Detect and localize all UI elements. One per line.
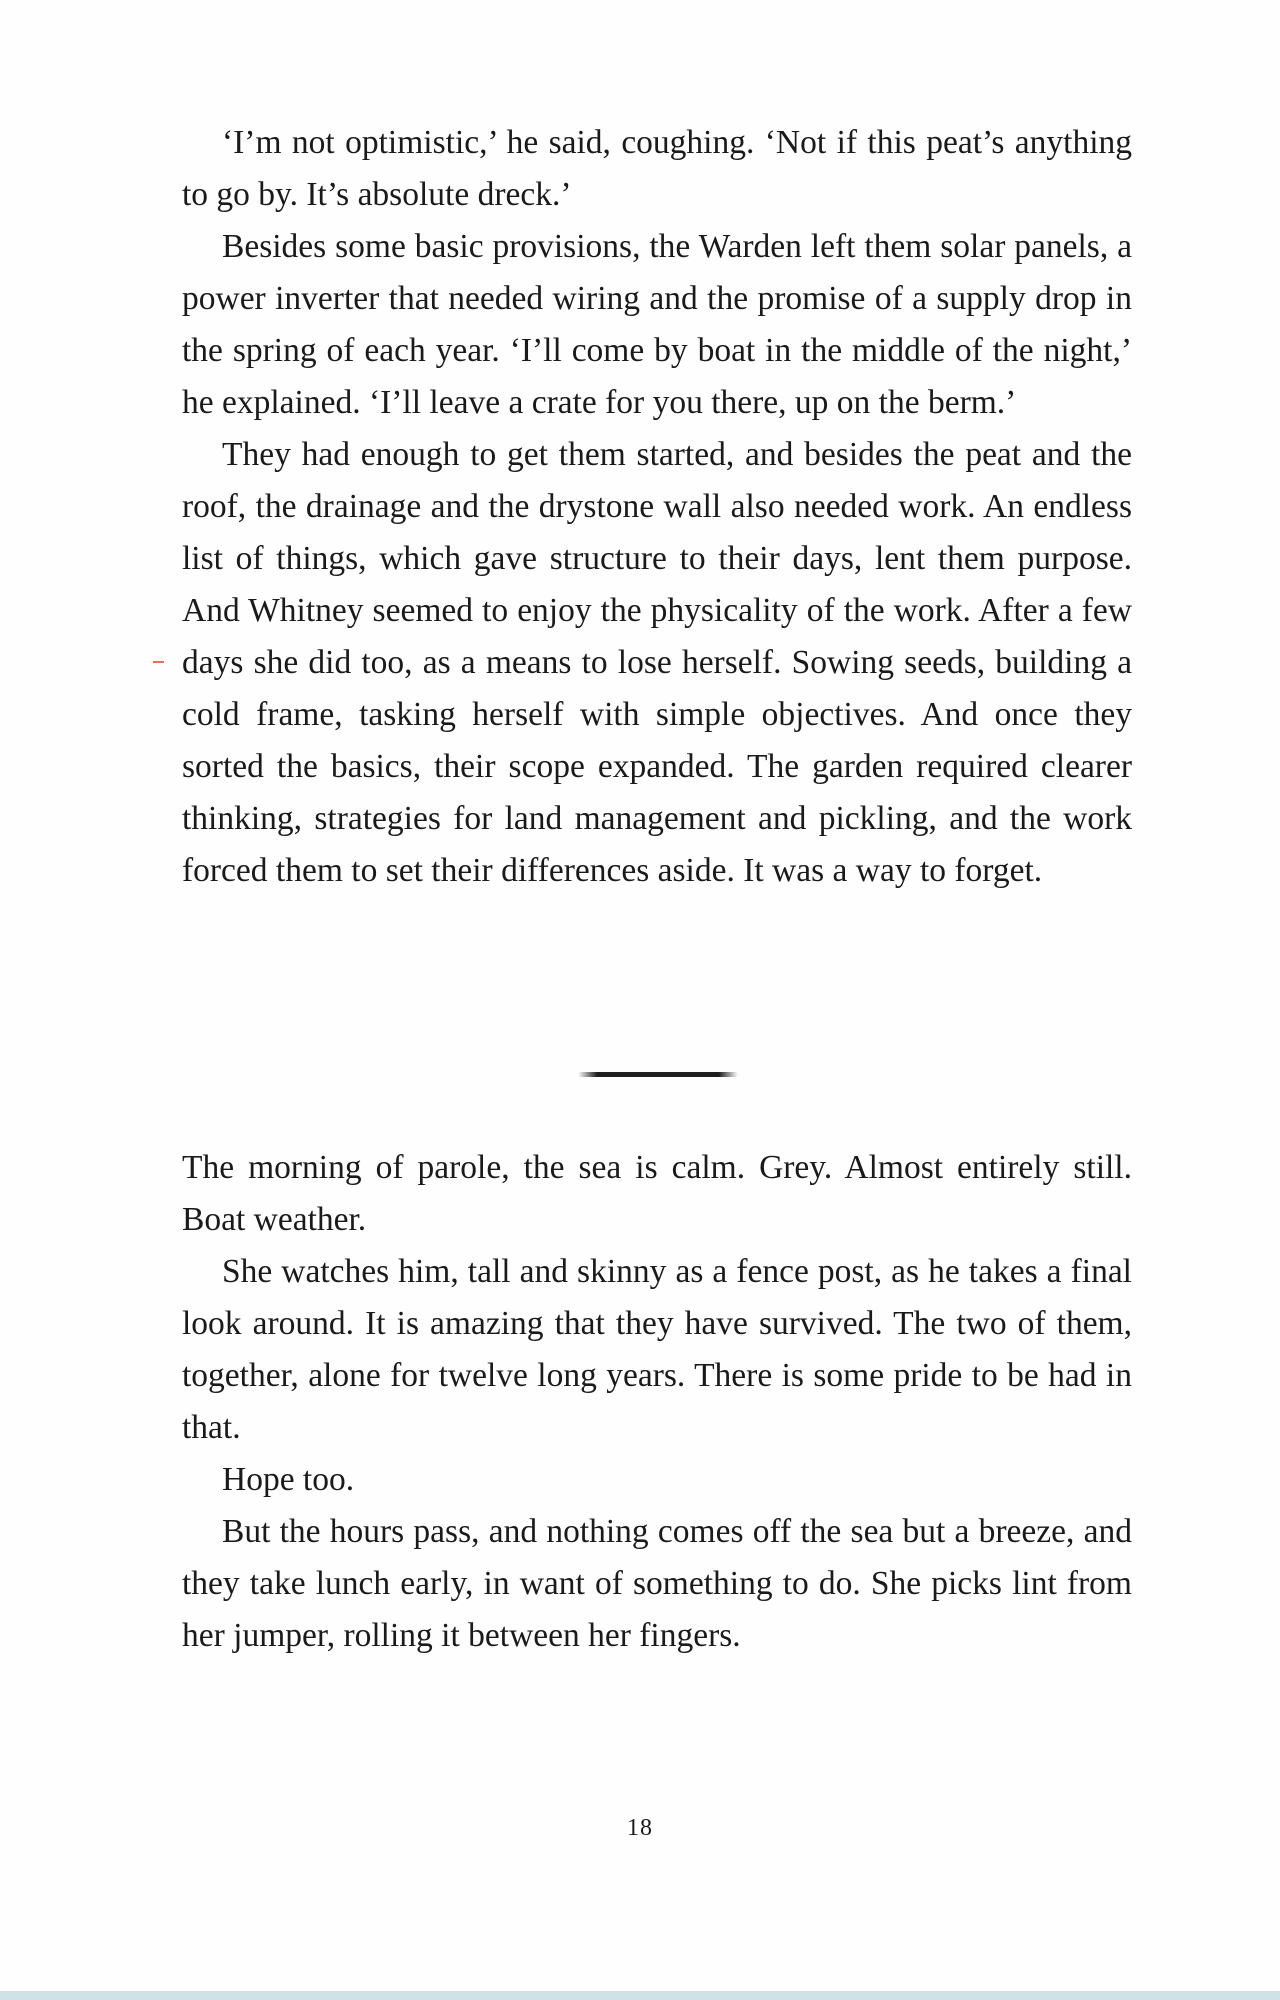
text-section-top	[182, 117, 1132, 897]
paragraph: But the hours pass, and nothing comes off the sea but a breeze, and they take lunch early, in want of something to do. She picks lint from her jumper, rolling it between her fingers.	[182, 1513, 1132, 1654]
scan-bottom-edge	[0, 1991, 1280, 2000]
paragraph: Hope too.	[222, 1461, 355, 1498]
margin-pencil-mark	[153, 661, 164, 663]
paragraph: Besides some basic provisions, the Warden left them solar panels, a power inverter that needed wiring and the promise of a supply drop in the spring of each year. ‘I’ll come by boat in the middle of the night,’ he explained. ‘I’ll leave a crate for you there, up on the berm.’	[182, 228, 1132, 421]
paragraph: She watches him, tall and skinny as a fence post, as he takes a final look around. It is amazing that they have survived. The two of them, together, alone for twelve long years. There is some pride to be had in that.	[182, 1253, 1132, 1446]
section-break-rule	[578, 1072, 738, 1077]
paragraph: They had enough to get them started, and besides the peat and the roof, the drainage and the drystone wall also needed work. An endless list of things, which gave structure to their days, lent them purpose. And Whitney seemed to enjoy the physicality of the work. After a few days she did too, as a means to lose herself. Sowing seeds, building a cold frame, tasking herself with simple objectives. And once they sorted the basics, their scope expanded. The garden required clearer thinking, strategies for land management and pickling, and the work forced them to set their differences aside. It was a way to forget.	[182, 436, 1132, 889]
paragraph: ‘I’m not optimistic,’ he said, coughing. ‘Not if this peat’s anything to go by. It’s absolute dreck.’	[182, 124, 1132, 213]
paragraph: The morning of parole, the sea is calm. Grey. Almost entirely still. Boat weather.	[182, 1149, 1132, 1238]
text-section-bottom	[182, 1142, 1132, 1662]
page-number: 18	[627, 1815, 653, 1841]
